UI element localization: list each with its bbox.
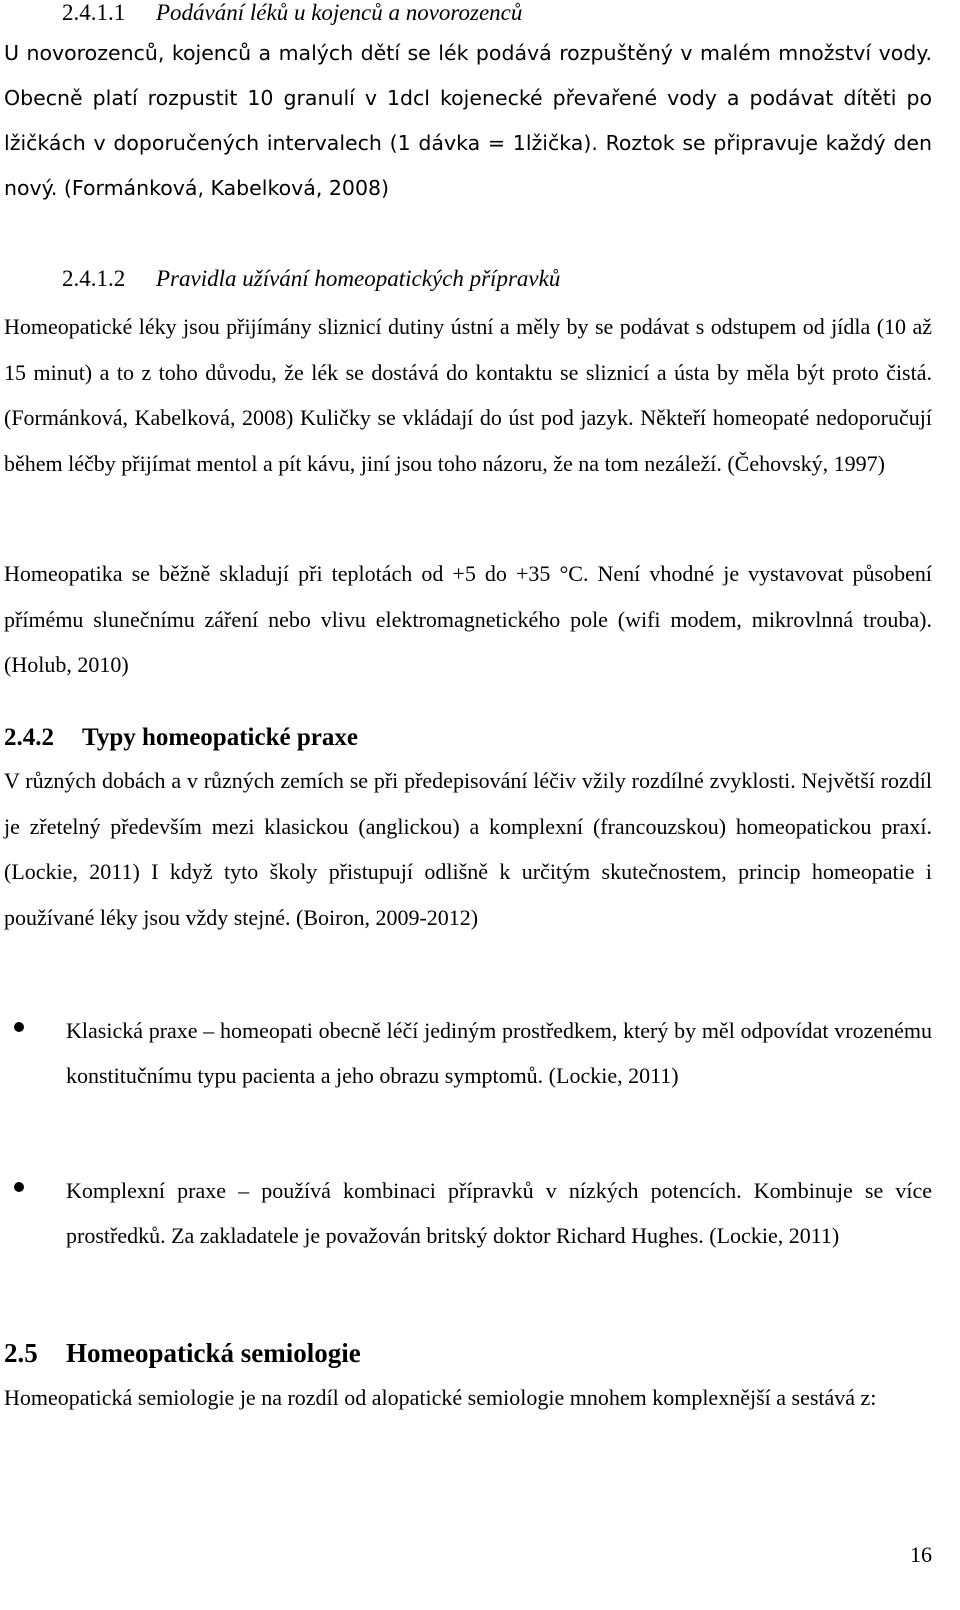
- heading-2-4-2: [4, 724, 358, 752]
- heading-2-4-1-2: [62, 266, 560, 292]
- page-number: 16: [910, 1542, 932, 1567]
- heading-number: 2.4.1.1: [62, 0, 126, 25]
- heading-2-5: [4, 1338, 361, 1369]
- bullet-icon: [14, 1182, 24, 1192]
- paragraph-kojenci: U novorozenců, kojenců a malých dětí se lék podává rozpuštěný v malém množství vody. Obecně platí rozpustit 10 granulí v 1dcl kojenecké převařené vody a podávat dítěti po lžičkách v doporučených intervalech (1 dávka = 1lžička). Roztok se připravuje každý den nový. (Formánková, Kabelková, 2008): [4, 41, 932, 200]
- paragraph-pravidla: Homeopatické léky jsou přijímány sliznicí dutiny ústní a měly by se podávat s odstupem od jídla (10 až 15 minut) a to z toho důvodu, že lék se dostává do kontaktu se sliznicí a ústa by měla být proto čistá. (Formánková, Kabelková, 2008) Kuličky se vkládají do úst pod jazyk. Někteří homeopaté nedoporučují během léčby přijímat mentol a pít kávu, jiní jsou toho názoru, že na tom nezáleží. (Čehovský, 1997): [4, 314, 932, 476]
- paragraph-semiologie: Homeopatická semiologie je na rozdíl od alopatické semiologie mnohem komplexnější a sestává z:: [4, 1385, 877, 1410]
- bullet-icon: [14, 1022, 24, 1032]
- list-item-text: Komplexní praxe – používá kombinaci přípravků v nízkých potencích. Kombinuje se více prostředků. Za zakladatele je považován britský doktor Richard Hughes. (Lockie, 2011): [66, 1178, 932, 1248]
- heading-title: Podávání léků u kojenců a novorozenců: [156, 0, 523, 25]
- heading-title: Pravidla užívání homeopatických přípravků: [156, 266, 561, 291]
- heading-number: 2.5: [4, 1338, 38, 1368]
- list-item-text: Klasická praxe – homeopati obecně léčí jediným prostředkem, který by měl odpovídat vrozenému konstitučnímu typu pacienta a jeho obrazu symptomů. (Lockie, 2011): [66, 1018, 932, 1088]
- heading-title: Homeopatická semiologie: [66, 1338, 361, 1368]
- paragraph-skladovani: Homeopatika se běžně skladují při teplotách od +5 do +35 °C. Není vhodné je vystavovat působení přímému slunečnímu záření nebo vlivu elektromagnetického pole (wifi modem, mikrovlnná trouba). (Holub, 2010): [4, 561, 932, 677]
- paragraph-typy-praxe: V různých dobách a v různých zemích se při předepisování léčiv vžily rozdílné zvyklosti. Největší rozdíl je zřetelný především mezi klasickou (anglickou) a komplexní (francouzskou) homeopatickou praxí. (Lockie, 2011) I když tyto školy přistupují odlišně k určitým skutečnostem, princip homeopatie i používané léky jsou vždy stejné. (Boiron, 2009-2012): [4, 768, 932, 930]
- heading-2-4-1-1: [62, 0, 522, 26]
- heading-title: Typy homeopatické praxe: [82, 724, 358, 751]
- heading-number: 2.4.2: [4, 724, 54, 751]
- heading-number: 2.4.1.2: [62, 266, 126, 291]
